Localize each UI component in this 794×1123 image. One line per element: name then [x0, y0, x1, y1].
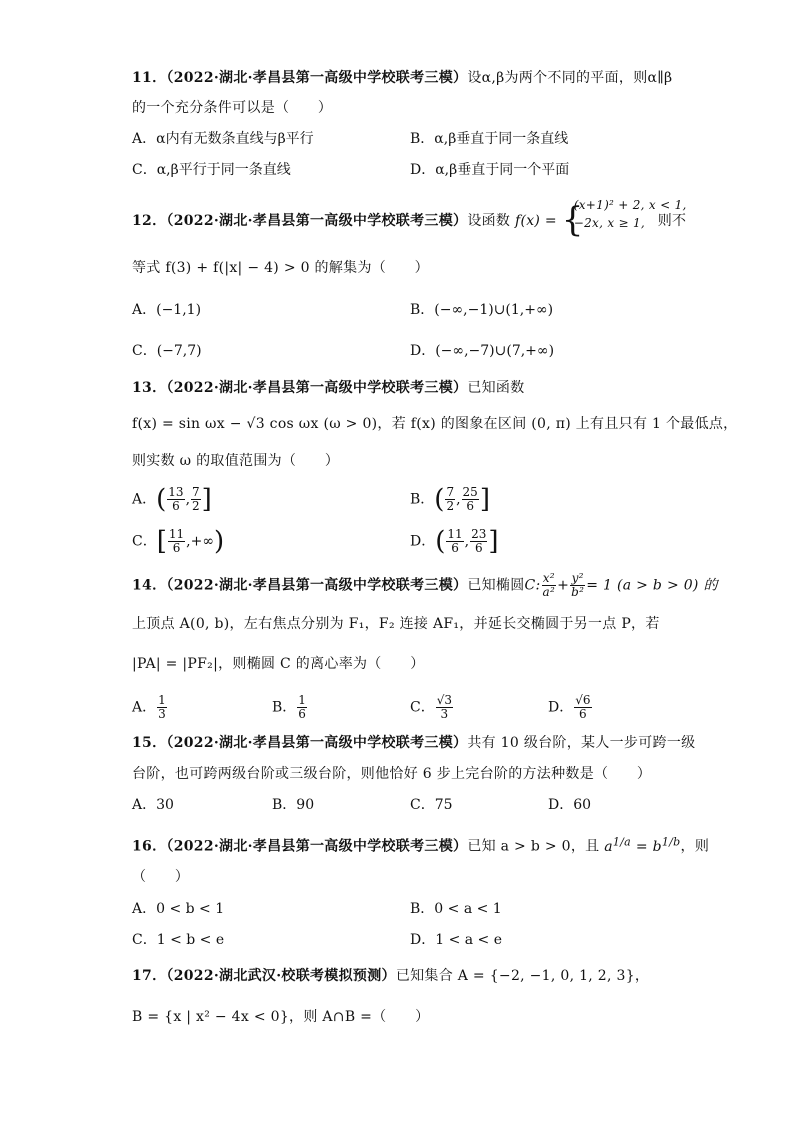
- denominator: a²: [542, 585, 556, 599]
- fraction: [436, 694, 453, 721]
- equation-tail: = 1 (a > b > 0) 的: [586, 577, 718, 594]
- numerator: 7: [192, 485, 200, 499]
- option-a: A．30: [132, 797, 174, 813]
- piece-row-1: (x+1)² + 2, x < 1,: [573, 198, 687, 212]
- option-b: B．0 < a < 1: [410, 901, 502, 917]
- numerator: √3: [436, 693, 452, 707]
- question-source: （2022·湖北·孝昌县第一高级中学校联考三模）: [166, 70, 468, 86]
- exponent: 1/a: [612, 835, 632, 848]
- numerator: 23: [471, 527, 487, 541]
- option-label: D．: [548, 699, 574, 716]
- question-text: 设α,β为两个不同的平面，则α∥β: [467, 70, 673, 86]
- denominator: 6: [451, 541, 459, 555]
- option-c: C．1 < b < e: [132, 932, 225, 948]
- denominator: 6: [172, 541, 181, 555]
- question-text: 台阶，也可跨两级台阶或三级台阶，则他恰好 6 步上完台阶的方法种数是（ ）: [132, 766, 652, 782]
- function-name: f(x) =: [514, 213, 557, 229]
- denominator: 3: [440, 707, 449, 721]
- question-text: 共有 10 级台阶，某人一步可跨一级: [467, 735, 696, 751]
- bracket: (: [434, 484, 445, 515]
- fraction: [157, 694, 167, 721]
- numerator: 1: [298, 693, 306, 707]
- option-a: A．0 < b < 1: [132, 901, 225, 917]
- piece-row-2: −2x, x ≥ 1,: [573, 216, 646, 230]
- bracket: ): [214, 526, 225, 557]
- question-text: 等式 f(3) + f(|x| − 4) > 0 的解集为（ ）: [132, 260, 429, 276]
- question-text: 上顶点 A(0, b)，左右焦点分别为 F₁，F₂ 连接 AF₁，并延长交椭圆于另一点 P，若: [132, 616, 660, 632]
- fraction: [297, 694, 307, 721]
- option-b: B．( $\frac{7}{2}$ , $\frac{25}{6}$ ]: [410, 484, 490, 515]
- numerator: √6: [575, 693, 591, 707]
- option-d: D．1 < a < e: [410, 932, 503, 948]
- option-b: B．(−∞,−1)∪(1,+∞): [410, 302, 554, 318]
- option-c: [410, 694, 454, 721]
- option-label: B．: [410, 491, 435, 508]
- option-c: C．[ $\frac{11}{6}$ ,+∞): [132, 526, 225, 557]
- fraction: [445, 486, 455, 513]
- base: b: [652, 838, 662, 855]
- question-number: 13．: [132, 380, 167, 396]
- question-text: B = {x | x² − 4x < 0}，则 A∩B =（ ）: [132, 1009, 430, 1025]
- ellipse-name: C:: [524, 577, 541, 594]
- bracket: ]: [488, 526, 499, 557]
- denominator: 6: [579, 707, 587, 721]
- option-c: C．(−7,7): [132, 343, 202, 359]
- numerator: 11: [168, 527, 185, 541]
- numerator: 13: [168, 485, 184, 499]
- fraction: [574, 694, 591, 721]
- question-16-stem: [132, 832, 709, 857]
- numerator: 1: [158, 693, 166, 707]
- denominator: 2: [192, 499, 200, 513]
- denominator: 6: [466, 499, 474, 513]
- question-number: 17．: [132, 968, 167, 984]
- question-number: 15．: [132, 735, 167, 751]
- option-b: [272, 694, 308, 721]
- question-source: （2022·湖北·孝昌县第一高级中学校联考三模）: [166, 838, 468, 855]
- brace-icon: {: [561, 200, 584, 240]
- option-a: A．(−1,1): [132, 302, 202, 318]
- question-text: 已知函数: [467, 380, 525, 396]
- denominator: 2: [446, 499, 455, 513]
- bracket: (: [156, 484, 167, 515]
- bracket: ]: [479, 484, 490, 515]
- question-text: f(x) = sin ωx − √3 cos ωx (ω > 0)，若 f(x) 的图象在区间 (0, π) 上有且只有 1 个最低点，: [132, 416, 738, 432]
- question-number: 11．: [132, 70, 167, 86]
- fraction: [542, 572, 557, 599]
- fraction: [570, 572, 585, 599]
- option-a: A．( $\frac{13}{6}$ , $\frac{7}{2}$ ]: [132, 484, 212, 515]
- fraction: [167, 486, 184, 513]
- option-d: [548, 694, 593, 721]
- numerator: 11: [447, 527, 463, 541]
- denominator: 6: [474, 541, 483, 555]
- question-14-stem: 14．（2022·湖北·孝昌县第一高级中学校联考三模）已知椭圆C: $\frac{\text{x²}}{\text{a²}}$ + $\frac{\text{y²}}{\text{b²}}$ = 1 (a > b > 0) 的: [132, 571, 718, 599]
- option-label: A．: [132, 699, 157, 716]
- question-text: ，则: [680, 838, 710, 855]
- question-number: 16．: [132, 838, 167, 855]
- question-text: 则实数 ω 的取值范围为（ ）: [132, 453, 340, 469]
- option-label: C．: [132, 533, 157, 550]
- question-text: 的一个充分条件可以是（ ）: [132, 100, 333, 116]
- bracket: ]: [201, 484, 212, 515]
- question-11-stem: [132, 68, 672, 88]
- question-source: （2022·湖北·孝昌县第一高级中学校联考三模）: [166, 213, 468, 229]
- option-label: A．: [132, 491, 157, 508]
- fraction: [446, 528, 463, 555]
- question-text: 设函数: [467, 213, 511, 229]
- question-text: |PA| = |PF₂|，则椭圆 C 的离心率为（ ）: [132, 656, 425, 672]
- option-c: C．α,β平行于同一条直线: [132, 162, 291, 178]
- option-d: D．60: [548, 797, 592, 813]
- option-label: B．: [272, 699, 297, 716]
- option-b: B．α,β垂直于同一条直线: [410, 131, 569, 147]
- option-b: B．90: [272, 797, 315, 813]
- question-number: 12．: [132, 213, 167, 229]
- denominator: 3: [158, 707, 166, 721]
- question-17-stem: [132, 966, 649, 986]
- numerator: 25: [462, 485, 478, 499]
- question-text: 已知椭圆: [467, 577, 525, 594]
- numerator: y²: [571, 571, 584, 585]
- question-13-stem: [132, 378, 525, 398]
- numerator: 7: [446, 485, 455, 499]
- denominator: 6: [172, 499, 180, 513]
- fraction: [191, 486, 201, 513]
- infinity: +∞: [190, 533, 215, 550]
- power-expression: [604, 835, 681, 855]
- numerator: x²: [542, 571, 555, 585]
- question-source: （2022·湖北·孝昌县第一高级中学校联考三模）: [166, 380, 468, 396]
- denominator: b²: [571, 585, 585, 599]
- option-label: D．: [410, 533, 436, 550]
- option-a: A．α内有无数条直线与β平行: [132, 131, 314, 147]
- question-text: 已知 a > b > 0，且: [467, 838, 600, 855]
- base: a: [604, 838, 613, 855]
- bracket: [: [156, 526, 167, 557]
- fraction: [470, 528, 487, 555]
- option-d: D．( $\frac{11}{6}$ , $\frac{23}{6}$ ]: [410, 526, 499, 557]
- question-source: （2022·湖北·孝昌县第一高级中学校联考三模）: [166, 735, 468, 751]
- question-15-stem: [132, 733, 695, 753]
- fraction: [168, 528, 185, 555]
- exponent: 1/b: [661, 835, 681, 848]
- fraction: [462, 486, 479, 513]
- bracket: (: [435, 526, 446, 557]
- option-d: D．α,β垂直于同一个平面: [410, 162, 570, 178]
- question-text: 已知集合 A = {−2, −1, 0, 1, 2, 3}，: [395, 968, 650, 984]
- equals: =: [635, 838, 648, 855]
- question-source: （2022·湖北·孝昌县第一高级中学校联考三模）: [166, 577, 468, 594]
- option-d: D．(−∞,−7)∪(7,+∞): [410, 343, 555, 359]
- option-c: C．75: [410, 797, 453, 813]
- denominator: 6: [298, 707, 306, 721]
- question-number: 14．: [132, 577, 167, 594]
- question-12-stem: [132, 198, 687, 240]
- option-label: C．: [410, 699, 435, 716]
- question-text: 则不: [657, 213, 687, 229]
- option-a: [132, 694, 168, 721]
- question-text: （ ）: [132, 869, 190, 885]
- question-source: （2022·湖北武汉·校联考模拟预测）: [166, 968, 396, 984]
